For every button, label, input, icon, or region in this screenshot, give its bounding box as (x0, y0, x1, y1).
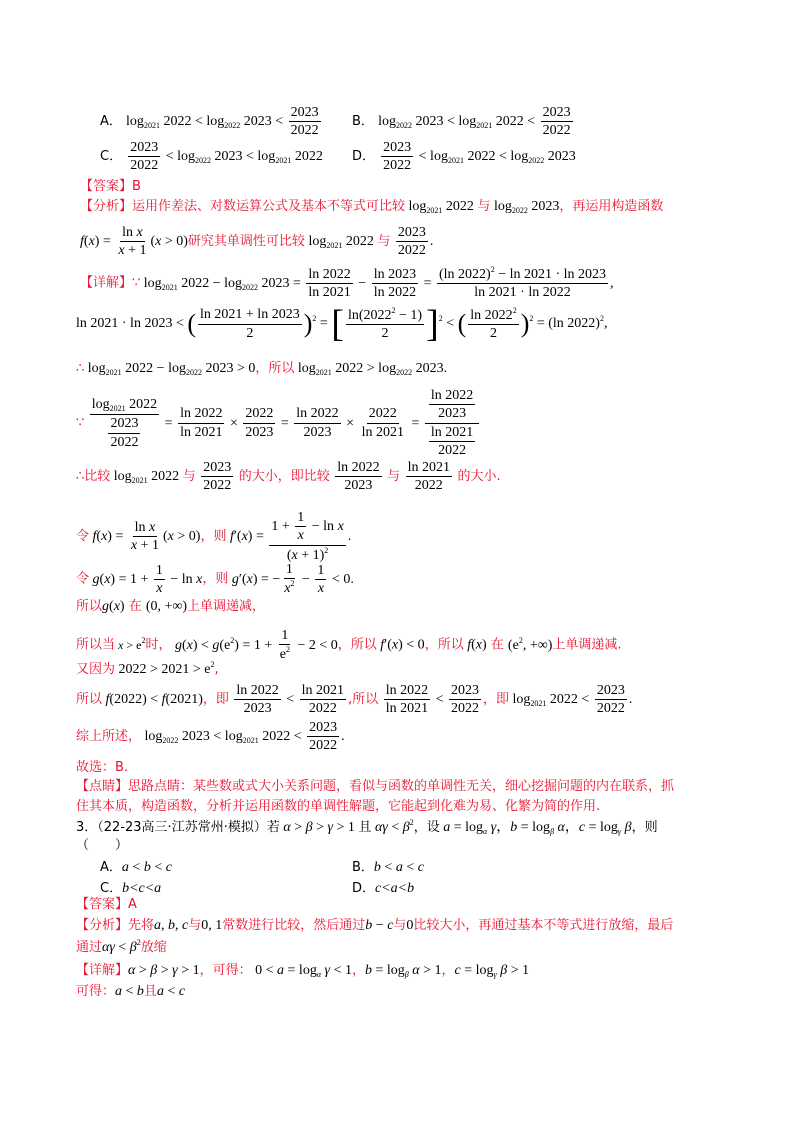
option-d[interactable] (352, 140, 576, 174)
detail-text: ，即 (202, 692, 229, 708)
analysis-text: 通过 (76, 940, 103, 955)
detail-text: ，则 (200, 528, 227, 544)
analysis-text: 放缩 (140, 940, 167, 955)
question-3-paren (76, 838, 128, 854)
detail-tag: 【详解】 (76, 963, 129, 978)
detail-text: 与 (182, 469, 196, 485)
tip-text: 思路点睛：某些数或式大小关系问题，看似与函数的单调性无关，细心挖掘问题的内在联系，抓 (128, 779, 675, 794)
detail-text: 的大小，即比较 (238, 469, 330, 485)
analysis-tag: 【分析】 (80, 199, 133, 214)
detail-choice (76, 760, 128, 776)
detail-text: ，所以 (424, 637, 464, 653)
detail-text: 又因为 (76, 662, 116, 677)
option-a-math: $\log_{2021} 2022 < \log_{2022} 2023$ < $\frac{2023}{2022}$ (126, 105, 319, 139)
analysis-text: 先将 (128, 918, 155, 933)
detail-text: 令 (76, 528, 90, 544)
analysis3-line-1: 【分析】先将a, b, c与0, 1常数进行比较，然后通过b − c与0比较大小，再通过基本不等式进行放缩，最后 (76, 918, 674, 933)
detail-text: 与 (387, 469, 401, 485)
answer-tag: 【答案】 (76, 897, 129, 912)
option-label: A． (100, 114, 122, 130)
detail-text: 所以 (76, 692, 103, 708)
detail-line-7: 令 g(x) = 1 + $\frac{1}{x}$ − ln x，则 g′(x) = − $\frac{1}{x^2}$ − $\frac{1}{x}$ < 0. (76, 562, 354, 597)
detail-text: 综上所述， (76, 729, 142, 745)
analysis-text: 与 (188, 918, 202, 933)
because-symbol: ∵ (132, 275, 141, 291)
question-source: （22-23高三·江苏常州·模拟） (97, 820, 267, 835)
detail-text: 令 (76, 571, 90, 587)
detail-line-2: ln 2021 · ln 2023 < ( $\frac{\ln 2021 + \ln 2023}{2}$ )$^2$ = [ $\frac{\ln(2022^2 - 1)}{2}$ ]$^2$ < ( $\frac{\ln 2022^2}{2}$ )$^2$ = (ln 2022)$^2$, (76, 303, 608, 345)
detail-text: ∴比较 (76, 469, 111, 485)
question-text: ，设 (413, 820, 440, 835)
question-3-stem: 3．（22-23高三·江苏常州·模拟）若 α > β > γ > 1 且 $\alpha\gamma < \beta^2$，设 $a = \log_\alpha \gamma$，$b = \log_\beta \alpha$，$c = \log_\gamma \beta$，则 (76, 818, 658, 836)
option-c-math: $\frac{2023}{2022}$ < $\log_{2022} 2023 < \log_{2021} 2022$ (130, 140, 323, 174)
option-label: A． (100, 860, 122, 875)
analysis-tag: 【分析】 (76, 918, 129, 933)
detail-text: ，所以 (255, 361, 295, 376)
analysis-text: ，再运用构造函数 (559, 199, 664, 214)
detail-text: 所以 (76, 599, 103, 614)
q3-option-b[interactable]: B．b < a < c (352, 860, 424, 875)
question-text: 且 (358, 820, 372, 835)
option-label: B． (352, 860, 374, 875)
detail-text: 且 (143, 984, 157, 999)
detail-text: 故选：B. (76, 760, 129, 775)
analysis-text: 常数进行比较，然后通过 (222, 918, 366, 933)
detail3-line-1: 【详解】α > β > γ > 1，可得： $0 < a = \log_\alpha \gamma < 1$，$b = \log_\beta \alpha > 1$，$c = \log_\gamma \beta > 1$ (76, 963, 530, 979)
option-b-math: $\log_{2022} 2023 < \log_{2021} 2022$ < $\frac{2023}{2022}$ (378, 105, 571, 139)
answer-value: A (128, 897, 137, 912)
option-d-math: $\frac{2023}{2022}$ < $\log_{2021} 2022 < \log_{2022} 2023$ (383, 140, 576, 174)
because-symbol: ∵ (76, 415, 85, 431)
detail-line-9: 所以当 $x > e^2$时， $g(x) < g(e^2) = 1$ + $\frac{1}{e^2}$ − 2 < 0，所以 f′(x) < 0，所以 f(x) 在 ($e^2$, +∞)上单调递减. (76, 628, 622, 663)
detail-line-12: 综上所述， $\log_{2022} 2023 < \log_{2021} 2022$ < $\frac{2023}{2022}$ . (76, 720, 345, 754)
analysis-text: 与 (377, 234, 391, 250)
q3-option-d[interactable]: D．c<a<b (352, 881, 415, 896)
analysis-text: 运用作差法、对数运算公式及基本不等式可比较 (132, 199, 406, 214)
question-text: 若 (266, 820, 280, 835)
detail-line-5: ∴比较 $\log_{2021} 2022$ 与 $\frac{2023}{2022}$ 的大小，即比较 $\frac{\ln 2022}{2023}$ 与 $\frac{\ln 2021}{2022}$ 的大小. (76, 460, 501, 494)
analysis-line-1: 【分析】运用作差法、对数运算公式及基本不等式可比较 $\log_{2021} 2022$ 与 $\log_{2022} 2023$，再运用构造函数 (80, 199, 664, 215)
detail-line-1: 【详解】∵ $\log_{2021} 2022 - \log_{2022} 2023$ = $\frac{\ln 2022}{\ln 2021}$ − $\frac{\ln 2023}{\ln 2022}$ = $\frac{(\ln 2022)^2 - \ln 2021 \cdot \ln 2023}{\ln 2021 \cdot \ln 2022}$ , (80, 265, 614, 301)
analysis-line-2: f(x) = $\frac{\text{ln x}}{x + 1}$ (x > 0)研究其单调性可比较 $\log_{2021} 2022$ 与 $\frac{2023}{2022}$ . (80, 225, 434, 259)
analysis-text: 与 (393, 918, 407, 933)
detail-text: ，可得： (199, 963, 252, 978)
analysis3-line-2: 通过$\alpha\gamma < \beta^2$放缩 (76, 938, 167, 955)
tip-tag: 【点睛】 (76, 779, 129, 794)
option-a[interactable] (100, 105, 323, 139)
detail-text: 上单调递减. (552, 637, 622, 653)
analysis-text: 研究其单调性可比较 (187, 234, 305, 250)
answer-tag: 【答案】 (80, 179, 133, 194)
detail-text: 所以当 (76, 637, 116, 653)
question-text: ，则 (631, 820, 658, 835)
option-c[interactable] (100, 140, 323, 174)
q3-option-a[interactable]: A．a < b < c (100, 860, 172, 875)
detail-line-3: ∴ $\log_{2021} 2022 - \log_{2022} 2023 > 0$，所以 $\log_{2021} 2022 > \log_{2022} 2023$. (76, 361, 448, 377)
detail-line-8: 所以g(x) 在 (0, +∞)上单调递减， (76, 599, 266, 614)
detail-text: 可得： (76, 984, 116, 999)
detail-line-6: 令 f(x) = $\frac{\text{ln x}}{x + 1}$ (x > 0)，则 f′(x) = 1 + $\frac{1}{x}$ − ln x $(x + 1)^2$ . (76, 510, 352, 563)
question-number: 3． (76, 820, 98, 835)
detail-text: ，即 (483, 692, 510, 708)
option-label: D． (352, 149, 376, 165)
detail-line-10: 又因为 $2022 > 2021 > e^2$, (76, 660, 219, 677)
option-label: B． (352, 114, 374, 130)
detail-text: 的大小. (457, 469, 501, 485)
detail-tag: 【详解】 (80, 275, 133, 291)
detail-text: 所以 (352, 692, 379, 708)
detail-text: 时， (145, 637, 172, 653)
option-b[interactable] (352, 105, 575, 139)
option-label: D． (352, 881, 376, 896)
q3-option-c[interactable]: C．b<c<a (100, 881, 162, 896)
detail-text: ，所以 (337, 637, 377, 653)
detail3-line-2: 可得：a < b且a < c (76, 984, 186, 999)
answer3-line (76, 897, 137, 913)
analysis-text: 比较大小，再通过基本不等式进行放缩，最后 (413, 918, 674, 933)
answer-line (80, 179, 141, 195)
option-label: C． (100, 881, 123, 896)
tip-text: 住其本质，构造函数，分析并运用函数的单调性解题，它能起到化难为易、化繁为简的作用. (76, 799, 601, 814)
option-label: C． (100, 149, 123, 165)
tip-line-1 (76, 779, 674, 795)
analysis-text: 与 (477, 199, 491, 214)
detail-line-11: 所以 f(2022) < f(2021)，即 $\frac{\ln 2022}{2023}$ < $\frac{\ln 2021}{2022}$ ,所以 $\frac{\ln 2022}{\ln 2021}$ < $\frac{2023}{2022}$ ，即 $\log_{2021} 2022$ < $\frac{2023}{2022}$ . (76, 683, 633, 717)
question-text: （ ） (76, 838, 129, 853)
detail-text: ，则 (202, 571, 229, 587)
tip-line-2 (76, 799, 600, 815)
detail-text: 上单调递减， (187, 599, 266, 614)
answer-value: B (132, 179, 141, 194)
detail-line-4: ∵ $\frac{\log_{2021} 2022}{\frac{2023}{2022}}$ = $\frac{\ln 2022}{\ln 2021}$ × $\frac{2022}{2023}$ = $\frac{\ln 2022}{2023}$ × $\frac{2022}{\ln 2021}$ = $\frac{\frac{\ln 2022}{2023}}{\frac{\ln 2021}{2022}}$ (76, 388, 481, 459)
